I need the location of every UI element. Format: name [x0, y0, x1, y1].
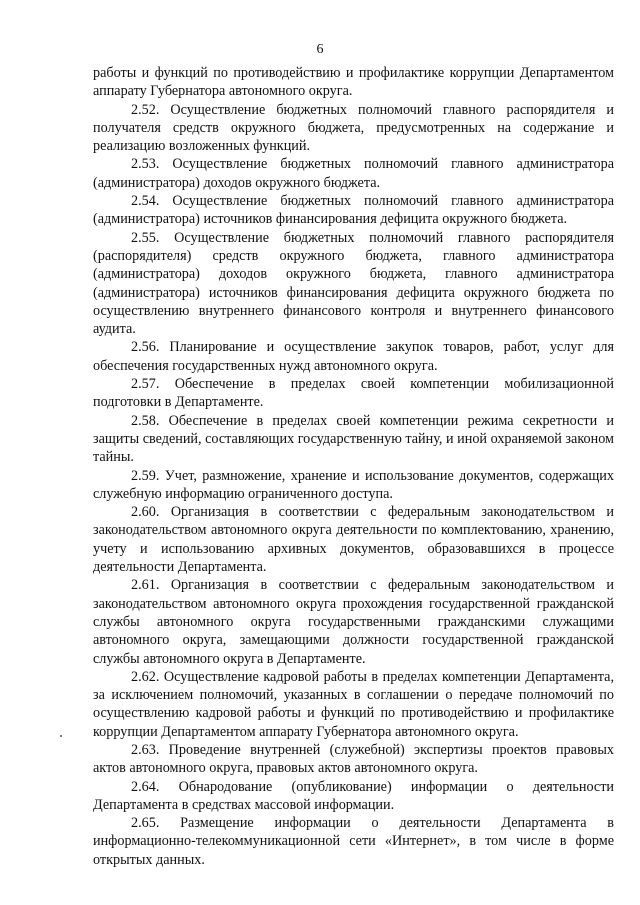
paragraph-2-63: 2.63. Проведение внутренней (служебной) экспертизы проектов правовых актов автономного округа, правовых актов автономного округа.	[93, 741, 614, 777]
paragraph-2-54: 2.54. Осуществление бюджетных полномочий главного администратора (администратора) источников финансирования дефицита окружного бюджета.	[93, 193, 614, 228]
paragraph-2-53: 2.53. Осуществление бюджетных полномочий главного администратора (администратора) доходов окружного бюджета.	[93, 156, 614, 191]
paragraph-2-59: 2.59. Учет, размножение, хранение и использование документов, содержащих служебную информацию ограниченного доступа.	[93, 467, 614, 502]
document-body	[93, 64, 614, 869]
paragraph-2-55: 2.55. Осуществление бюджетных полномочий главного распорядителя (распорядителя) средств окружного бюджета, главного администратора (администратора) доходов окружного бюджета, главного администратора (администратора) источников финансирования дефицита окружного бюджета по осуществлению внутреннего финансового контроля и внутреннего финансового аудита.	[93, 229, 614, 338]
paragraph-2-62: 2.62. Осуществление кадровой работы в пределах компетенции Департамента, за исключением полномочий, указанных в соглашении о передаче полномочий по осуществлению кадровой работы и функций по противодействию и профилактике коррупции Департаментом аппарату Губернатора автономного округа.	[93, 668, 614, 740]
paragraph-2-64: 2.64. Обнародование (опубликование) информации о деятельности Департамента в средствах массовой информации.	[93, 778, 614, 813]
paragraph-2-61: 2.61. Организация в соответствии с федеральным законодательством и законодательством автономного округа прохождения государственной гражданской службы автономного округа государственными гражданскими служащими автономного округа, замещающими должности государственной гражданской службы автономного округа в Департаменте.	[93, 577, 614, 667]
paragraph-2-57: 2.57. Обеспечение в пределах своей компетенции мобилизационной подготовки в Департаменте.	[93, 376, 614, 411]
paragraph-2-52: 2.52. Осуществление бюджетных полномочий главного распорядителя и получателя средств окружного бюджета, предусмотренных на содержание и реализацию возложенных функций.	[93, 101, 614, 155]
page-number: 6	[316, 42, 324, 57]
paragraph-2-58: 2.58. Обеспечение в пределах своей компетенции режима секретности и защиты сведений, составляющих государственную тайну, и иной охраняемой законом тайны.	[93, 412, 614, 466]
paragraph-continuation: работы и функций по противодействию и профилактике коррупции Департаментом аппарату Губернатора автономного округа.	[93, 65, 614, 100]
paragraph-2-65: 2.65. Размещение информации о деятельности Департамента в информационно-телекоммуникационной сети «Интернет», в том числе в форме открытых данных.	[93, 815, 614, 868]
paragraph-2-56: 2.56. Планирование и осуществление закупок товаров, работ, услуг для обеспечения государственных нужд автономного округа.	[93, 339, 614, 374]
scan-speck	[60, 735, 62, 737]
paragraph-2-60: 2.60. Организация в соответствии с федеральным законодательством и законодательством автономного округа деятельности по комплектованию, хранению, учету и использованию архивных документов, образовавшихся в процессе деятельности Департамента.	[93, 504, 614, 576]
